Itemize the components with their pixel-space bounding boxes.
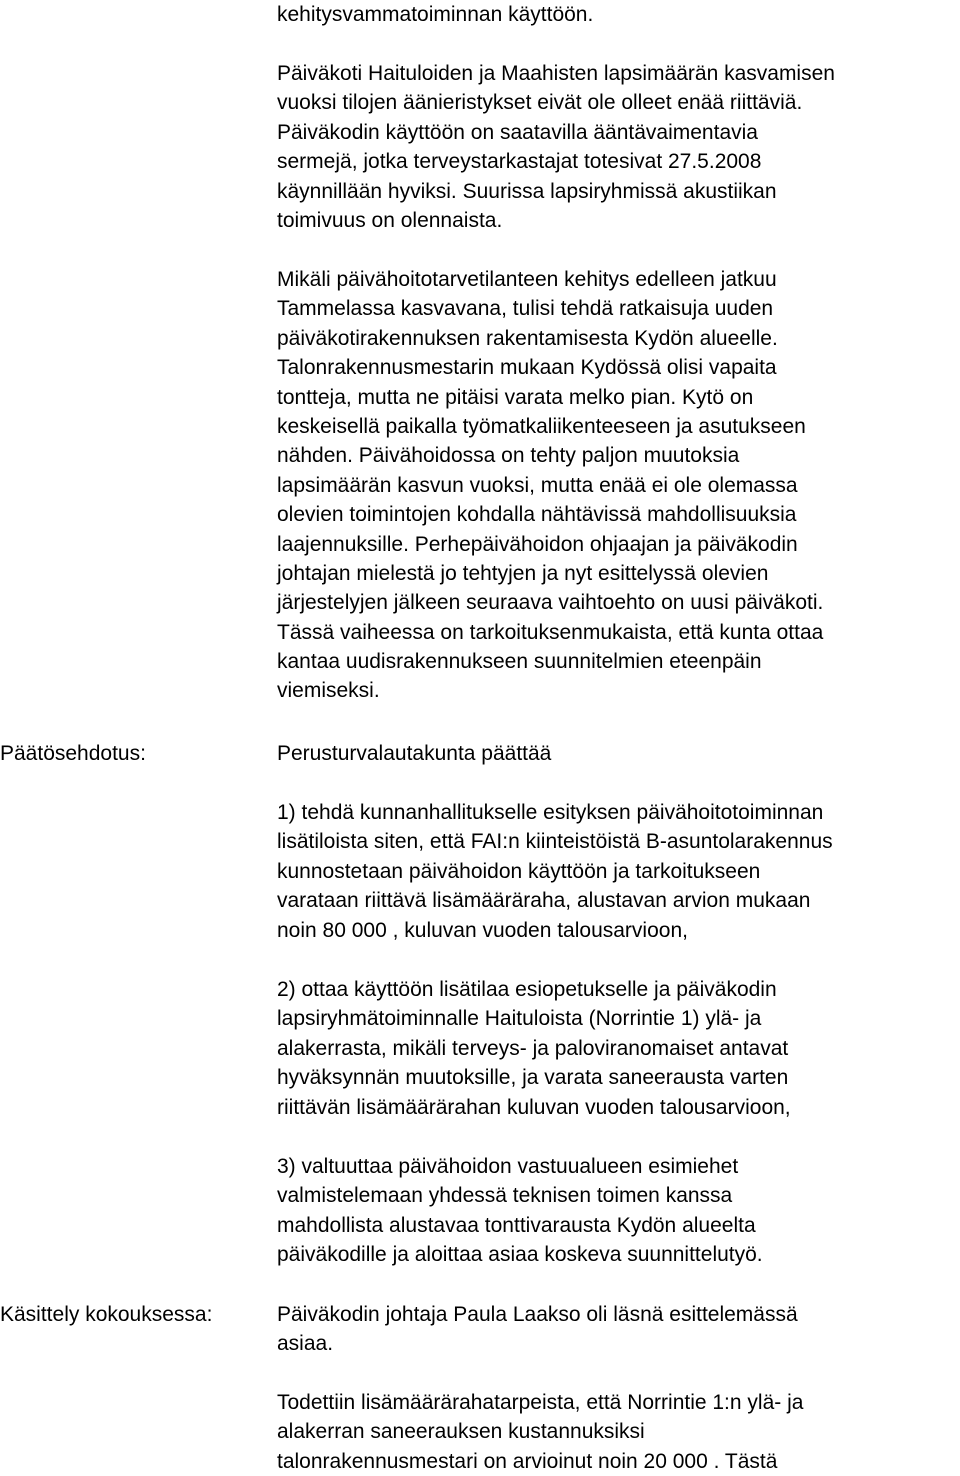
text-line: päiväkodille ja aloittaa asiaa koskeva suunnittelutyö. xyxy=(277,1243,763,1267)
text-line: toimivuus on olennaista. xyxy=(277,208,503,232)
text-line: 3) valtuuttaa päivähoidon vastuualueen esimiehet xyxy=(277,1155,739,1178)
text-line: mahdollista alustavaa tonttivarausta Kydön alueelta xyxy=(277,1213,756,1237)
text-line: Talonrakennusmestarin mukaan Kydössä olisi vapaita xyxy=(277,356,777,380)
text-line: Päiväkoti Haituloiden ja Maahisten lapsimäärän kasvamisen xyxy=(277,62,835,85)
meeting-paragraph-2 xyxy=(277,1388,803,1476)
text-line: järjestelyjen jälkeen seuraava vaihtoehto on uusi päiväkoti. xyxy=(277,591,824,615)
text-line: Tässä vaiheessa on tarkoituksenmukaista, että kunta ottaa xyxy=(277,620,824,644)
text-line: 1) tehdä kunnanhallitukselle esityksen päivähoitotoiminnan xyxy=(277,801,824,824)
text-line: 2) ottaa käyttöön lisätilaa esiopetukselle ja päiväkodin xyxy=(277,978,777,1001)
paragraph-acoustics xyxy=(277,59,835,235)
decision-proposal-label: Päätösehdotus: xyxy=(0,742,146,765)
meeting-handling-label: Käsittely kokouksessa: xyxy=(0,1303,213,1326)
text-line: vuoksi tilojen äänieristykset eivät ole olleet enää riittäviä. xyxy=(277,91,803,115)
text-line: sermejä, jotka terveystarkastajat totesivat 27.5.2008 xyxy=(277,150,762,174)
text-line: Päiväkodin johtaja Paula Laakso oli läsnä esittelemässä xyxy=(277,1303,798,1326)
text-line: asiaa. xyxy=(277,1332,334,1356)
proposal-item-3 xyxy=(277,1152,763,1270)
proposal-heading xyxy=(277,739,551,768)
text-line: Perusturvalautakunta päättää xyxy=(277,742,552,765)
text-line: olevien toimintojen kohdalla nähtävissä mahdollisuuksia xyxy=(277,503,797,527)
meeting-paragraph-1 xyxy=(277,1300,798,1359)
text-line: talonrakennusmestari on arvioinut noin 20 000 . Tästä xyxy=(277,1449,778,1473)
text-line: kantaa uudisrakennukseen suunnitelmien eteenpäin xyxy=(277,650,762,674)
text-line: nähden. Päivähoidossa on tehty paljon muutoksia xyxy=(277,444,740,468)
text-line: Päiväkodin käyttöön on saatavilla ääntävaimentavia xyxy=(277,120,758,144)
proposal-item-2 xyxy=(277,975,791,1122)
text-line: Mikäli päivähoitotarvetilanteen kehitys edelleen jatkuu xyxy=(277,268,777,291)
text-line: tontteja, mutta ne pitäisi varata melko pian. Kytö on xyxy=(277,385,754,409)
text-line: keskeisellä paikalla työmatkaliikenteeseen ja asutukseen xyxy=(277,414,806,438)
text-line: käynnillään hyviksi. Suurissa lapsiryhmissä akustiikan xyxy=(277,179,777,203)
text-line: laajennuksille. Perhepäivähoidon ohjaajan ja päiväkodin xyxy=(277,532,798,556)
text-line: valmistelemaan yhdessä teknisen toimen kanssa xyxy=(277,1184,733,1208)
text-line: viemiseksi. xyxy=(277,679,380,703)
text-line: varataan riittävä lisämääräraha, alustavan arvion mukaan xyxy=(277,889,811,913)
text-line: kehitysvammatoiminnan käyttöön. xyxy=(277,3,594,26)
text-line: hyväksynnän muutoksille, ja varata saneerausta varten xyxy=(277,1066,789,1090)
paragraph-intro-tail xyxy=(277,0,593,29)
text-line: johtajan mielestä jo tehtyjen ja nyt esittelyssä olevien xyxy=(277,561,769,585)
text-line: lisätiloista siten, että FAI:n kiinteistöistä B-asuntolarakennus xyxy=(277,830,833,854)
text-line: lapsiryhmätoiminnalle Haituloista (Norrintie 1) ylä- ja xyxy=(277,1007,762,1031)
text-line: kunnostetaan päivähoidon käyttöön ja tarkoitukseen xyxy=(277,859,761,883)
paragraph-kyto-plan xyxy=(277,265,823,706)
text-line: Tammelassa kasvavana, tulisi tehdä ratkaisuja uuden xyxy=(277,297,774,321)
text-line: alakerrasta, mikäli terveys- ja paloviranomaiset antavat xyxy=(277,1036,789,1060)
text-line: riittävän lisämäärärahan kuluvan vuoden talousarvioon, xyxy=(277,1095,791,1119)
text-line: lapsimäärän kasvun vuoksi, mutta enää ei ole olemassa xyxy=(277,473,798,497)
text-line: päiväkotirakennuksen rakentamisesta Kydön alueelle. xyxy=(277,326,778,350)
proposal-item-1 xyxy=(277,798,833,945)
text-line: noin 80 000 , kuluvan vuoden talousarvioon, xyxy=(277,918,688,942)
text-line: alakerran saneerauksen kustannuksiksi xyxy=(277,1420,645,1444)
text-line: Todettiin lisämäärärahatarpeista, että Norrintie 1:n ylä- ja xyxy=(277,1391,804,1414)
